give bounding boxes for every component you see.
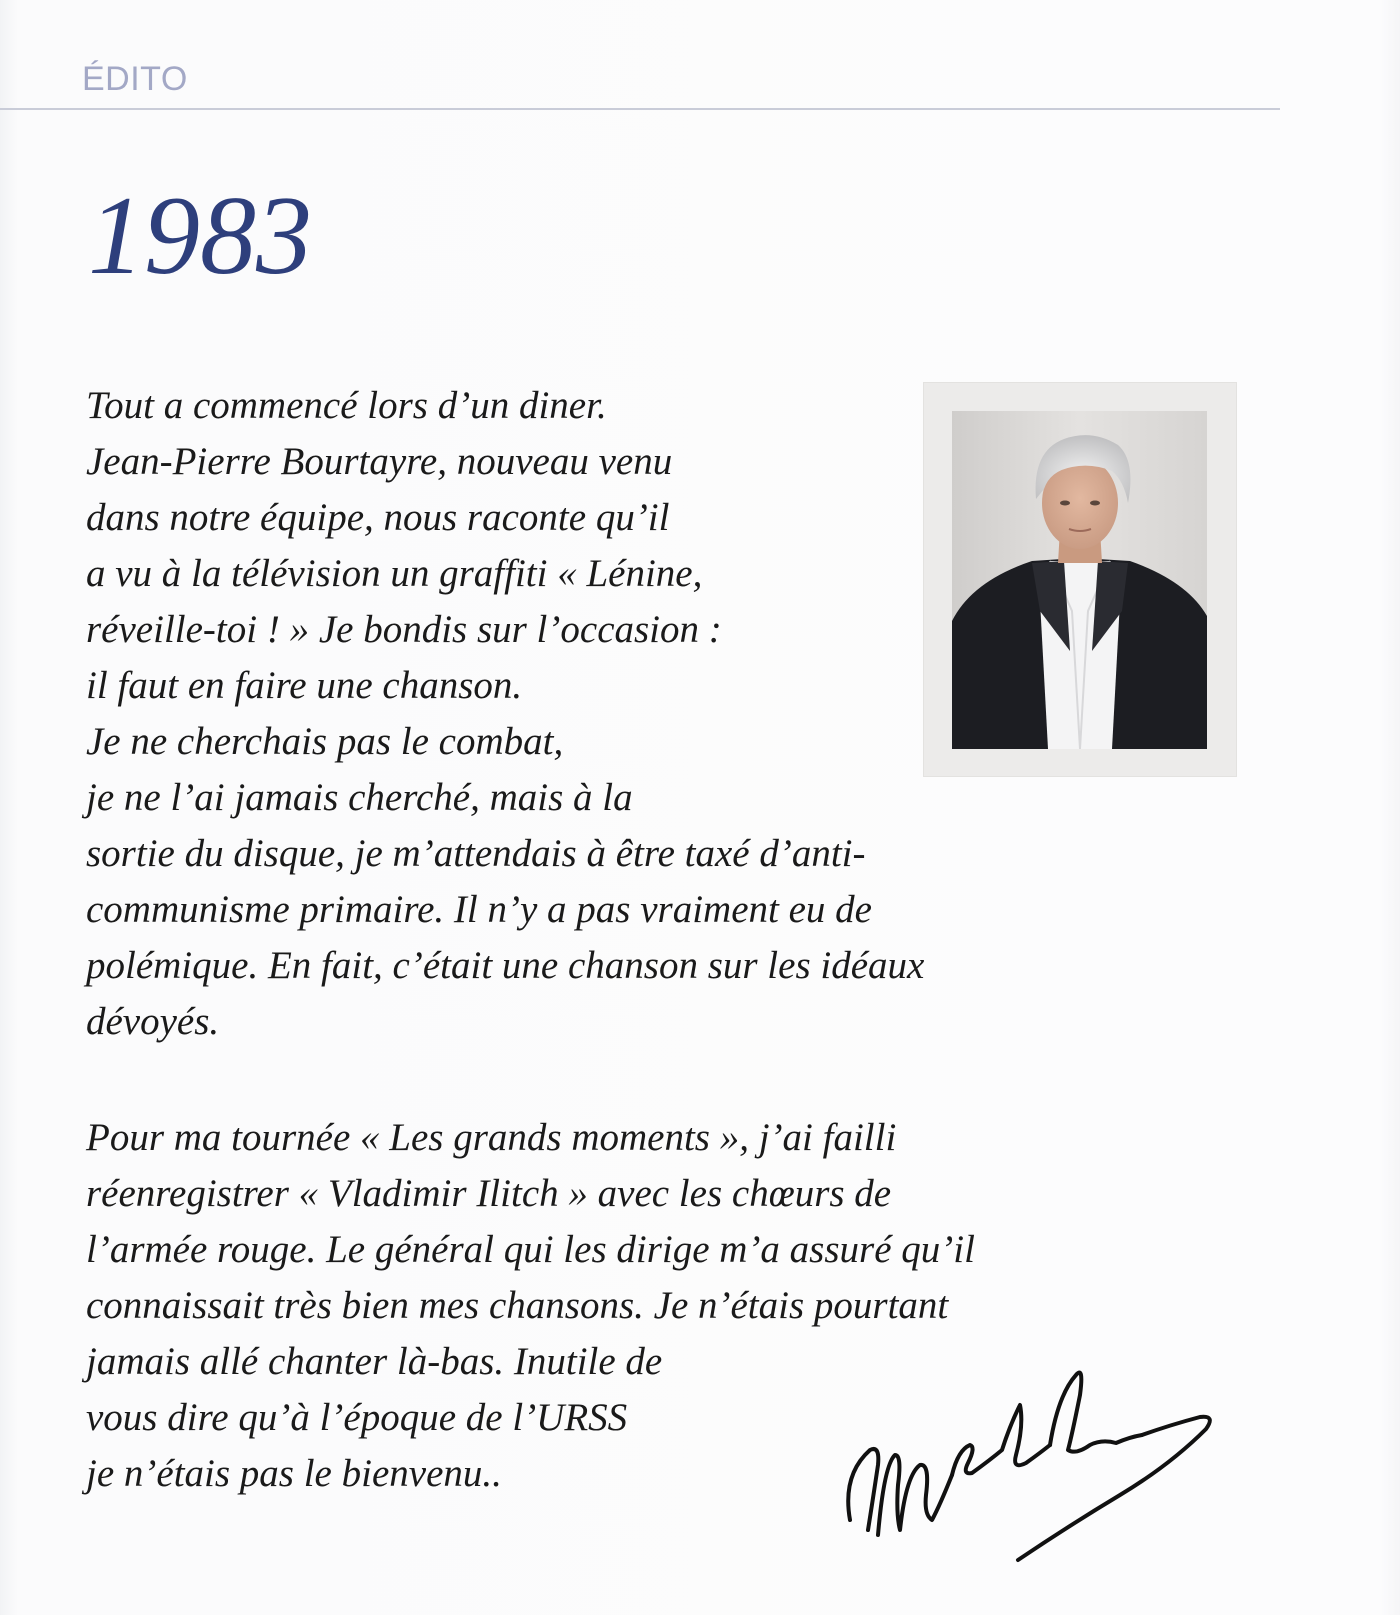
page-title-year: 1983 [88,174,312,298]
text-line: dévoyés. [86,1000,220,1043]
text-line: Pour ma tournée « Les grands moments », j’ai failli [86,1116,897,1159]
text-line: je n’étais pas le bienvenu.. [86,1452,502,1495]
text-line: vous dire qu’à l’époque de l’URSS [86,1396,628,1439]
text-line: l’armée rouge. Le général qui les dirige m’a assuré qu’il [86,1228,975,1271]
text-line: réenregistrer « Vladimir Ilitch » avec les chœurs de [86,1172,892,1215]
text-line: a vu à la télévision un graffiti « Lénine, [86,552,703,595]
portrait-image [952,411,1207,749]
portrait-frame [924,383,1236,776]
text-line: Je ne cherchais pas le combat, [86,720,564,763]
text-line: jamais allé chanter là-bas. Inutile de [86,1340,663,1383]
text-line: communisme primaire. Il n’y a pas vraiment eu de [86,888,872,931]
text-line: Tout a commencé lors d’un diner. [86,384,607,427]
text-line: réveille-toi ! » Je bondis sur l’occasion : [86,608,722,651]
text-line: dans notre équipe, nous raconte qu’il [86,496,670,539]
text-line: Jean-Pierre Bourtayre, nouveau venu [86,440,673,483]
text-line: je ne l’ai jamais cherché, mais à la [86,776,633,819]
text-line: connaissait très bien mes chansons. Je n’étais pourtant [86,1284,949,1327]
text-line: sortie du disque, je m’attendais à être taxé d’anti- [86,832,866,875]
text-line: polémique. En fait, c’était une chanson sur les idéaux [86,944,925,987]
handwritten-signature [840,1355,1240,1565]
header-divider [0,108,1280,110]
portrait-photo [952,411,1207,749]
text-line: il faut en faire une chanson. [86,664,523,707]
paragraph-1 [86,378,924,1050]
section-label: ÉDITO [82,60,188,98]
